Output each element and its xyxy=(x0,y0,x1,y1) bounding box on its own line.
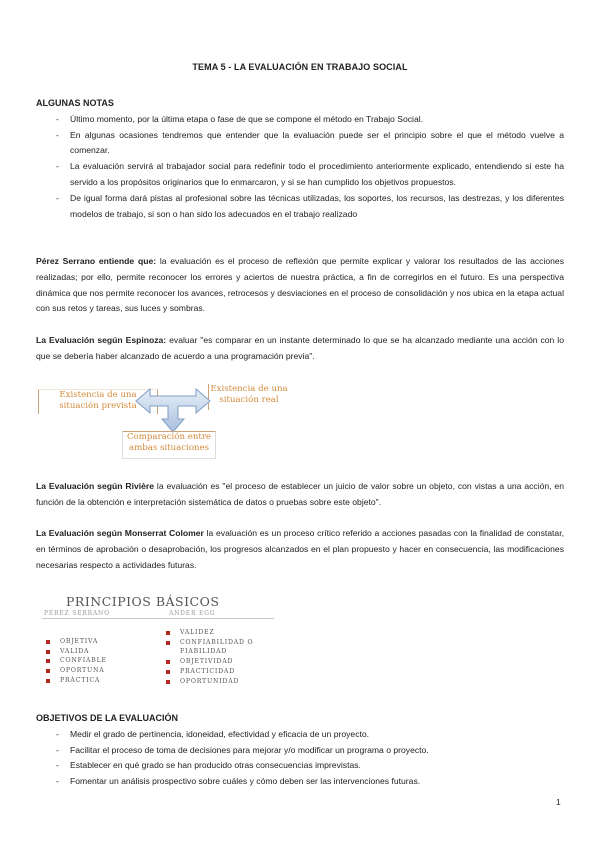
bullet-icon xyxy=(166,680,170,684)
objectives-section xyxy=(36,711,564,790)
list-item: - De igual forma dará pistas al profesional sobre las técnicas utilizadas, los soportes, los recursos, las destrezas, y los diferentes modelos de trabajo, si son o han sido los adecuados en el trabajo realizado xyxy=(36,191,564,223)
bullet-icon xyxy=(46,659,50,663)
principles-divider xyxy=(42,618,274,619)
bullet-icon xyxy=(166,670,170,674)
principles-right-list xyxy=(166,628,270,686)
espinoza-lead: La Evaluación según Espinoza: xyxy=(36,335,167,345)
page-title: TEMA 5 - LA EVALUACIÓN EN TRABAJO SOCIAL xyxy=(192,62,408,72)
list-item: - Fomentar un análisis prospectivo sobre cuáles y cómo deben ser las intervenciones futuras. xyxy=(36,774,564,790)
notes-list xyxy=(36,112,564,223)
list-item: VALIDA xyxy=(46,647,107,657)
principles-title: PRINCIPIOS BÁSICOS xyxy=(66,594,220,609)
list-item: - Último momento, por la última etapa o fase de que se compone el método en Trabajo Social. xyxy=(36,112,564,128)
diagram-box-comparacion: Comparación entre ambas situaciones xyxy=(122,431,216,459)
page-number: 1 xyxy=(556,797,561,807)
colomer-paragraph xyxy=(36,526,564,573)
bullet-icon xyxy=(46,640,50,644)
objectives-heading: OBJETIVOS DE LA EVALUACIÓN xyxy=(36,713,179,723)
list-item: CONFIABILIDAD O FIABILIDAD xyxy=(166,638,270,657)
objectives-list xyxy=(36,727,564,790)
riviere-lead: La Evaluación según Rivière xyxy=(36,481,155,491)
notes-heading: ALGUNAS NOTAS xyxy=(36,98,114,108)
list-item: OPORTUNIDAD xyxy=(166,677,270,687)
list-item: - Establecer en qué grado se han producido otras consecuencias imprevistas. xyxy=(36,758,564,774)
bullet-icon xyxy=(46,669,50,673)
list-item: - La evaluación servirá al trabajador social para redefinir todo el procedimiento anteriormente explicado, entendiendo si este ha servido a los propósitos originarios que lo enmarcaron, y si se han cumplido los objetivos propuestos. xyxy=(36,159,564,191)
list-item: OBJETIVA xyxy=(46,637,107,647)
list-item: OPORTUNA xyxy=(46,666,107,676)
principles-left-list xyxy=(46,637,107,686)
colomer-lead: La Evaluación según Monserrat Colomer xyxy=(36,528,204,538)
bullet-icon xyxy=(166,660,170,664)
perez-serrano-text: la evaluación es el proceso de reflexión que permite explicar y valorar los resultados de las acciones realizadas; por ello, permite reconocer los errores y aciertos de nuestra práctica, a fin de corregirlos en el futuro. Es una perspectiva dinámica que nos permite reconocer los avances, retrocesos y desviaciones en el proceso de consolidación y nos ubica en la etapa actual con sus retos y tareas, sus luces y sombras. xyxy=(36,256,564,314)
list-item: - Medir el grado de pertinencia, idoneidad, efectividad y eficacia de un proyecto. xyxy=(36,727,564,743)
colomer-text: la evaluación es un proceso crítico referido a acciones pasadas con la finalidad de constatar, en términos de aprobación o desaprobación, los progresos alcanzados en el plan propuesto y hacer en consecuencia, las modificaciones necesarias respecto a actividades futuras. xyxy=(36,528,564,570)
riviere-text: la evaluación es "el proceso de establecer un juicio de valor sobre un objeto, con vistas a una acción, en función de la obtención e interpretación sistemática de datos o pruebas sobre este objeto". xyxy=(36,481,564,507)
diagram-box-real: Existencia de una situación real xyxy=(208,384,289,410)
t-arrow-icon xyxy=(134,385,212,433)
bullet-icon xyxy=(166,641,170,645)
list-item: OBJETIVIDAD xyxy=(166,657,270,667)
perez-serrano-paragraph xyxy=(36,254,564,317)
list-item: - En algunas ocasiones tendremos que entender que la evaluación puede ser el principio sobre el que el método vuelve a comenzar. xyxy=(36,128,564,160)
bullet-icon xyxy=(166,631,170,635)
perez-serrano-lead: Pérez Serrano entiende que: xyxy=(36,256,157,266)
notes-section xyxy=(36,96,564,222)
list-item: CONFIABLE xyxy=(46,656,107,666)
list-item: PRACTICIDAD xyxy=(166,667,270,677)
principles-image xyxy=(36,590,296,690)
list-item: PRÁCTICA xyxy=(46,676,107,686)
list-item: - Facilitar el proceso de toma de decisiones para mejorar y/o modificar un programa o proyecto. xyxy=(36,743,564,759)
diagram-box-prevista: Existencia de una situación prevista xyxy=(38,389,158,414)
bullet-icon xyxy=(46,650,50,654)
espinoza-paragraph xyxy=(36,333,564,365)
evaluation-diagram xyxy=(36,381,296,461)
list-item: VALIDEZ xyxy=(166,628,270,638)
riviere-paragraph xyxy=(36,479,564,511)
espinoza-text: evaluar "es comparar en un instante determinado lo que se ha alcanzado mediante una acción con lo que se debería haber alcanzado de acuerdo a una programación previa". xyxy=(36,335,564,361)
principles-right-author: ANDER EGG xyxy=(169,610,216,617)
principles-left-author: PÉREZ SERRANO xyxy=(44,610,110,617)
bullet-icon xyxy=(46,679,50,683)
